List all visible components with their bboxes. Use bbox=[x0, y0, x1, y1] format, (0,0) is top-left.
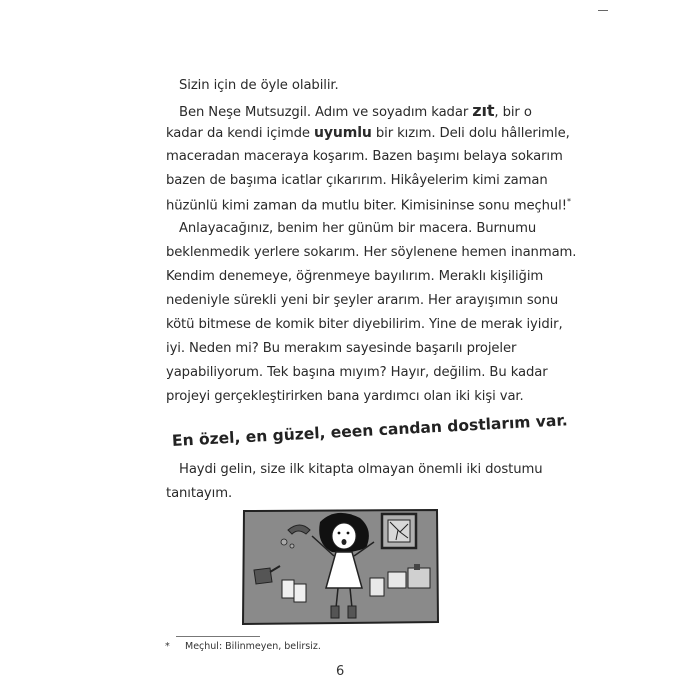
text-line: iyi. Neden mi? Bu merakım sayesinde başarılı projeler bbox=[166, 341, 517, 356]
footnote-rule bbox=[176, 636, 260, 637]
text-line: maceradan maceraya koşarım. Bazen başımı belaya sokarım bbox=[166, 149, 563, 164]
text-line: projeyi gerçekleştirirken bana yardımcı olan iki kişi var. bbox=[166, 389, 524, 404]
text-line: kadar da kendi içimde uyumlu bir kızım. Deli dolu hâllerimle, bbox=[166, 125, 570, 141]
text-line: Sizin için de öyle olabilir. bbox=[179, 78, 339, 93]
emphasis-word: zıt bbox=[472, 101, 495, 120]
text-line: kötü bitmese de komik biter diyebilirim. Yine de merak iyidir, bbox=[166, 317, 563, 332]
text-line: Kendim denemeye, öğrenmeye bayılırım. Meraklı kişiliğim bbox=[166, 269, 544, 284]
footnote-ref: * bbox=[566, 197, 571, 206]
footnote bbox=[165, 641, 321, 652]
text-line: hüzünlü kimi zaman da mutlu biter. Kimisininse sonu meçhul!* bbox=[166, 197, 571, 214]
corner-mark bbox=[598, 10, 608, 11]
slogan: En özel, en güzel, eeen candan dostlarım var. bbox=[171, 411, 569, 450]
emphasis-word: uyumlu bbox=[313, 125, 372, 141]
text-line: bazen de başıma icatlar çıkarırım. Hikâyelerim kimi zaman bbox=[166, 173, 548, 188]
text-line: beklenmedik yerlere sokarım. Her söylenene hemen inanmam. bbox=[166, 245, 577, 260]
footnote-text: Meçhul: Bilinmeyen, belirsiz. bbox=[185, 641, 321, 652]
text-line: Ben Neşe Mutsuzgil. Adım ve soyadım kadar zıt, bir o bbox=[179, 101, 532, 120]
girl-illustration bbox=[240, 508, 440, 626]
text-line: tanıtayım. bbox=[166, 486, 233, 501]
text-line: yapabiliyorum. Tek başına mıyım? Hayır, değilim. Bu kadar bbox=[166, 365, 548, 380]
page-number: 6 bbox=[336, 664, 345, 679]
text-line: nedeniyle sürekli yeni bir şeyler ararım. Her arayışımın sonu bbox=[166, 293, 559, 308]
footnote-marker: * bbox=[165, 641, 170, 652]
text-line: Anlayacağınız, benim her günüm bir macera. Burnumu bbox=[179, 221, 537, 236]
text-line: Haydi gelin, size ilk kitapta olmayan önemli iki dostumu bbox=[179, 462, 543, 477]
